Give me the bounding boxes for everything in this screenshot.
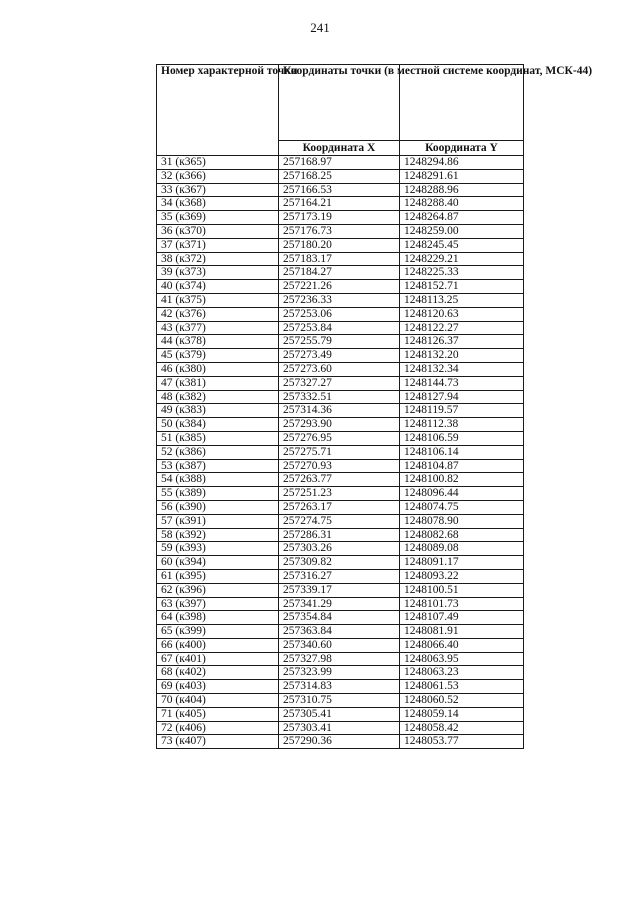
x-cell: 257270.93 — [279, 459, 400, 473]
y-cell: 1248144.73 — [400, 376, 524, 390]
table-row — [157, 197, 524, 211]
table-row — [157, 224, 524, 238]
y-cell: 1248113.25 — [400, 293, 524, 307]
table-body — [157, 156, 524, 749]
table-row — [157, 652, 524, 666]
header-coord-y: Координата Y — [400, 141, 524, 156]
y-cell: 1248122.27 — [400, 321, 524, 335]
table-row — [157, 721, 524, 735]
x-cell: 257251.23 — [279, 487, 400, 501]
point-cell: 42 (к376) — [157, 307, 279, 321]
x-cell: 257323.99 — [279, 666, 400, 680]
x-cell: 257339.17 — [279, 583, 400, 597]
y-cell: 1248106.59 — [400, 431, 524, 445]
point-cell: 71 (к405) — [157, 707, 279, 721]
table-row — [157, 362, 524, 376]
x-cell: 257275.71 — [279, 445, 400, 459]
x-cell: 257303.41 — [279, 721, 400, 735]
table-row — [157, 569, 524, 583]
x-cell: 257305.41 — [279, 707, 400, 721]
point-cell: 63 (к397) — [157, 597, 279, 611]
point-cell: 65 (к399) — [157, 625, 279, 639]
y-cell: 1248104.87 — [400, 459, 524, 473]
point-cell: 36 (к370) — [157, 224, 279, 238]
y-cell: 1248053.77 — [400, 735, 524, 749]
x-cell: 257314.83 — [279, 680, 400, 694]
y-cell: 1248294.86 — [400, 156, 524, 170]
point-cell: 69 (к403) — [157, 680, 279, 694]
x-cell: 257363.84 — [279, 625, 400, 639]
table-row — [157, 473, 524, 487]
point-cell: 73 (к407) — [157, 735, 279, 749]
y-cell: 1248225.33 — [400, 266, 524, 280]
table-row — [157, 611, 524, 625]
point-cell: 50 (к384) — [157, 418, 279, 432]
y-cell: 1248259.00 — [400, 224, 524, 238]
table-row — [157, 625, 524, 639]
table-row — [157, 156, 524, 170]
x-cell: 257263.77 — [279, 473, 400, 487]
y-cell: 1248063.23 — [400, 666, 524, 680]
y-cell: 1248101.73 — [400, 597, 524, 611]
x-cell: 257253.06 — [279, 307, 400, 321]
point-cell: 46 (к380) — [157, 362, 279, 376]
y-cell: 1248229.21 — [400, 252, 524, 266]
y-cell: 1248089.08 — [400, 542, 524, 556]
x-cell: 257236.33 — [279, 293, 400, 307]
table-row — [157, 238, 524, 252]
x-cell: 257327.27 — [279, 376, 400, 390]
point-cell: 58 (к392) — [157, 528, 279, 542]
x-cell: 257327.98 — [279, 652, 400, 666]
y-cell: 1248093.22 — [400, 569, 524, 583]
y-cell: 1248063.95 — [400, 652, 524, 666]
table-row — [157, 431, 524, 445]
x-cell: 257354.84 — [279, 611, 400, 625]
y-cell: 1248119.57 — [400, 404, 524, 418]
x-cell: 257316.27 — [279, 569, 400, 583]
table-row — [157, 666, 524, 680]
table-row — [157, 169, 524, 183]
y-cell: 1248288.96 — [400, 183, 524, 197]
y-cell: 1248058.42 — [400, 721, 524, 735]
point-cell: 45 (к379) — [157, 349, 279, 363]
y-cell: 1248127.94 — [400, 390, 524, 404]
point-cell: 70 (к404) — [157, 694, 279, 708]
point-cell: 38 (к372) — [157, 252, 279, 266]
y-cell: 1248291.61 — [400, 169, 524, 183]
table-row — [157, 556, 524, 570]
point-cell: 37 (к371) — [157, 238, 279, 252]
point-cell: 57 (к391) — [157, 514, 279, 528]
y-cell: 1248132.34 — [400, 362, 524, 376]
x-cell: 257164.21 — [279, 197, 400, 211]
y-cell: 1248245.45 — [400, 238, 524, 252]
x-cell: 257253.84 — [279, 321, 400, 335]
point-cell: 59 (к393) — [157, 542, 279, 556]
coordinates-table — [156, 64, 593, 749]
point-cell: 53 (к387) — [157, 459, 279, 473]
point-cell: 40 (к374) — [157, 280, 279, 294]
x-cell: 257221.26 — [279, 280, 400, 294]
point-cell: 54 (к388) — [157, 473, 279, 487]
x-cell: 257263.17 — [279, 500, 400, 514]
point-cell: 47 (к381) — [157, 376, 279, 390]
point-cell: 52 (к386) — [157, 445, 279, 459]
page-number: 241 — [310, 20, 330, 35]
point-cell: 72 (к406) — [157, 721, 279, 735]
table-row — [157, 404, 524, 418]
x-cell: 257303.26 — [279, 542, 400, 556]
y-cell: 1248120.63 — [400, 307, 524, 321]
y-cell: 1248082.68 — [400, 528, 524, 542]
table-row — [157, 418, 524, 432]
point-cell: 61 (к395) — [157, 569, 279, 583]
point-cell: 56 (к390) — [157, 500, 279, 514]
x-cell: 257183.17 — [279, 252, 400, 266]
y-cell: 1248107.49 — [400, 611, 524, 625]
x-cell: 257180.20 — [279, 238, 400, 252]
table-row — [157, 280, 524, 294]
x-cell: 257255.79 — [279, 335, 400, 349]
table-row — [157, 252, 524, 266]
y-cell: 1248152.71 — [400, 280, 524, 294]
y-cell: 1248091.17 — [400, 556, 524, 570]
table-row — [157, 445, 524, 459]
y-cell: 1248264.87 — [400, 211, 524, 225]
point-cell: 43 (к377) — [157, 321, 279, 335]
x-cell: 257184.27 — [279, 266, 400, 280]
header-coord-x: Координата X — [279, 141, 400, 156]
x-cell: 257314.36 — [279, 404, 400, 418]
point-cell: 48 (к382) — [157, 390, 279, 404]
table-row — [157, 266, 524, 280]
point-cell: 62 (к396) — [157, 583, 279, 597]
point-cell: 35 (к369) — [157, 211, 279, 225]
table-row — [157, 514, 524, 528]
point-cell: 32 (к366) — [157, 169, 279, 183]
point-cell: 55 (к389) — [157, 487, 279, 501]
x-cell: 257286.31 — [279, 528, 400, 542]
table-row — [157, 459, 524, 473]
y-cell: 1248112.38 — [400, 418, 524, 432]
point-cell: 34 (к368) — [157, 197, 279, 211]
point-cell: 39 (к373) — [157, 266, 279, 280]
x-cell: 257274.75 — [279, 514, 400, 528]
x-cell: 257276.95 — [279, 431, 400, 445]
table-row — [157, 542, 524, 556]
header-point-number: Номер характерной точки — [157, 65, 279, 156]
table-row — [157, 694, 524, 708]
table-row — [157, 735, 524, 749]
table-row — [157, 211, 524, 225]
table-row — [157, 376, 524, 390]
point-cell: 33 (к367) — [157, 183, 279, 197]
point-cell: 41 (к375) — [157, 293, 279, 307]
y-cell: 1248096.44 — [400, 487, 524, 501]
x-cell: 257309.82 — [279, 556, 400, 570]
x-cell: 257290.36 — [279, 735, 400, 749]
x-cell: 257273.60 — [279, 362, 400, 376]
point-cell: 68 (к402) — [157, 666, 279, 680]
point-cell: 31 (к365) — [157, 156, 279, 170]
y-cell: 1248100.82 — [400, 473, 524, 487]
y-cell: 1248100.51 — [400, 583, 524, 597]
table-row — [157, 583, 524, 597]
y-cell: 1248059.14 — [400, 707, 524, 721]
table-row — [157, 500, 524, 514]
x-cell: 257168.97 — [279, 156, 400, 170]
x-cell: 257176.73 — [279, 224, 400, 238]
table-row — [157, 293, 524, 307]
y-cell: 1248132.20 — [400, 349, 524, 363]
y-cell: 1248126.37 — [400, 335, 524, 349]
point-cell: 64 (к398) — [157, 611, 279, 625]
y-cell: 1248066.40 — [400, 638, 524, 652]
x-cell: 257168.25 — [279, 169, 400, 183]
point-cell: 44 (к378) — [157, 335, 279, 349]
table-row — [157, 597, 524, 611]
point-cell: 66 (к400) — [157, 638, 279, 652]
point-cell: 60 (к394) — [157, 556, 279, 570]
x-cell: 257340.60 — [279, 638, 400, 652]
x-cell: 257310.75 — [279, 694, 400, 708]
point-cell: 49 (к383) — [157, 404, 279, 418]
y-cell: 1248078.90 — [400, 514, 524, 528]
table-row — [157, 528, 524, 542]
y-cell: 1248081.91 — [400, 625, 524, 639]
y-cell: 1248106.14 — [400, 445, 524, 459]
table-row — [157, 638, 524, 652]
table-row — [157, 335, 524, 349]
y-cell: 1248288.40 — [400, 197, 524, 211]
header-coordinates: Координаты точки (в местной системе координат, МСК-44) — [279, 65, 400, 141]
table-row — [157, 183, 524, 197]
table-row — [157, 680, 524, 694]
x-cell: 257173.19 — [279, 211, 400, 225]
point-cell: 51 (к385) — [157, 431, 279, 445]
table-row — [157, 487, 524, 501]
point-cell: 67 (к401) — [157, 652, 279, 666]
x-cell: 257341.29 — [279, 597, 400, 611]
table-row — [157, 307, 524, 321]
x-cell: 257332.51 — [279, 390, 400, 404]
y-cell: 1248061.53 — [400, 680, 524, 694]
x-cell: 257293.90 — [279, 418, 400, 432]
x-cell: 257166.53 — [279, 183, 400, 197]
y-cell: 1248060.52 — [400, 694, 524, 708]
table-row — [157, 390, 524, 404]
table-row — [157, 707, 524, 721]
table-row — [157, 349, 524, 363]
table-row — [157, 321, 524, 335]
x-cell: 257273.49 — [279, 349, 400, 363]
y-cell: 1248074.75 — [400, 500, 524, 514]
